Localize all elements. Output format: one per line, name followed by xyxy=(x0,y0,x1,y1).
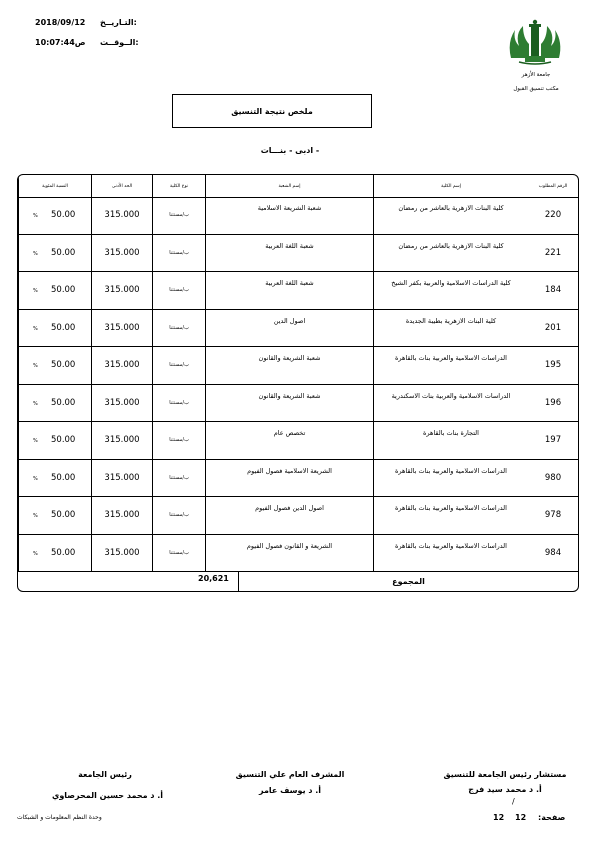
table-row xyxy=(18,535,578,573)
cell-pct xyxy=(18,235,91,272)
cell-division xyxy=(205,460,373,497)
row-pct: 50.00 xyxy=(51,397,76,408)
row-pct: 50.00 xyxy=(51,360,76,370)
row-min: 315.000 xyxy=(104,360,140,370)
row-division: تخصص عام xyxy=(273,429,306,437)
row-pct-sign: % xyxy=(33,213,38,219)
row-type: ب/مستثنا xyxy=(169,437,189,443)
cell-pct xyxy=(18,535,91,572)
row-pct-sign: % xyxy=(33,363,38,369)
cell-division xyxy=(205,272,373,309)
cell-code xyxy=(528,272,578,309)
cell-type xyxy=(152,235,205,272)
cell-code xyxy=(528,197,578,234)
row-code: 184 xyxy=(544,285,562,295)
cell-min xyxy=(91,310,152,347)
row-college: كلية البنات الازهرية بطيبة الجديدة xyxy=(405,316,497,325)
row-pct-sign: % xyxy=(33,513,38,519)
row-division: اصول الدين xyxy=(273,316,306,325)
row-pct: 50.00 xyxy=(51,472,76,483)
row-min: 315.000 xyxy=(104,285,140,295)
signature-title-president: رئيس الجامعة xyxy=(78,770,132,779)
page-current: 12 xyxy=(515,813,527,822)
col-type-header: نوع الكلية xyxy=(152,175,205,197)
row-type: ب/مستثنا xyxy=(169,399,189,406)
row-college: الدراسات الاسلامية والعربية بنات بالقاهرة xyxy=(395,504,507,512)
total-label: المجموع xyxy=(238,572,578,591)
cell-college xyxy=(373,235,528,272)
row-pct: 50.00 xyxy=(51,510,76,520)
cell-type xyxy=(152,497,205,534)
row-code: 221 xyxy=(544,247,562,258)
table-row xyxy=(18,235,578,273)
row-division: شعبة اللغة العربية xyxy=(265,279,314,287)
row-pct: 50.00 xyxy=(51,247,76,258)
university-logo-icon xyxy=(505,18,565,66)
row-min: 315.000 xyxy=(104,547,140,558)
total-value: 20,621 xyxy=(198,574,229,583)
row-code: 196 xyxy=(544,397,562,408)
row-division: شعبة اللغة العربية xyxy=(265,241,314,250)
signature-title-coordinator: مستشار رئيس الجامعة للتنسيق xyxy=(443,770,567,779)
cell-division xyxy=(205,497,373,534)
row-division: الشريعة الاسلامية فصول الفيوم xyxy=(247,466,332,475)
signature-title-supervisor: المشرف العام علي التنسيق xyxy=(235,770,345,779)
row-code: 197 xyxy=(544,435,562,445)
footer-department: وحدة النظم المعلومات و الشبكات xyxy=(17,814,102,821)
row-code: 984 xyxy=(544,547,562,558)
row-college: كلية البنات الازهرية بالعاشر من رمضان xyxy=(398,204,504,212)
cell-division xyxy=(205,347,373,384)
table-row xyxy=(18,272,578,310)
cell-code xyxy=(528,497,578,534)
signature-name-president: أ. د محمد حسين المحرصاوي xyxy=(52,791,163,800)
row-college: كلية البنات الازهرية بالعاشر من رمضان xyxy=(398,241,504,250)
cell-pct xyxy=(18,272,91,309)
row-college: كلية الدراسات الاسلامية والعربية بكفر الشيخ xyxy=(391,279,511,287)
report-subtitle: - ادبى - بنـــات xyxy=(260,146,320,155)
row-pct: 50.00 xyxy=(51,210,76,220)
cell-type xyxy=(152,385,205,422)
cell-pct xyxy=(18,197,91,234)
cell-min xyxy=(91,497,152,534)
cell-code xyxy=(528,535,578,572)
cell-division xyxy=(205,310,373,347)
row-min: 315.000 xyxy=(104,322,140,333)
cell-division xyxy=(205,385,373,422)
cell-type xyxy=(152,422,205,459)
cell-college xyxy=(373,385,528,422)
cell-division xyxy=(205,197,373,234)
row-pct: 50.00 xyxy=(51,435,76,445)
cell-code xyxy=(528,347,578,384)
date-label: التـاريــخ: xyxy=(100,18,137,27)
row-college: الدراسات الاسلامية والعربية بنات بالقاهرة xyxy=(395,541,507,550)
cell-code xyxy=(528,422,578,459)
row-min: 315.000 xyxy=(104,397,140,408)
row-college: الدراسات الاسلامية والعربية بنات الاسكندرية xyxy=(391,391,511,400)
col-college-header: إسم الكلية xyxy=(373,175,528,197)
row-college: الدراسات الاسلامية والعربية بنات بالقاهرة xyxy=(395,466,507,475)
row-type: ب/مستثنا xyxy=(169,287,189,293)
row-min: 315.000 xyxy=(104,510,140,520)
results-table xyxy=(17,174,579,592)
row-division: شعبة الشريعة الاسلامية xyxy=(257,204,322,212)
row-division: الشريعة و القانون فصول الفيوم xyxy=(246,541,333,550)
row-pct: 50.00 xyxy=(51,285,76,295)
cell-college xyxy=(373,535,528,572)
table-row xyxy=(18,422,578,460)
col-division-header: إسم الشعبة xyxy=(205,175,373,197)
cell-code xyxy=(528,460,578,497)
row-pct-sign: % xyxy=(33,475,38,482)
row-pct: 50.00 xyxy=(51,547,76,558)
date-value: 2018/09/12 xyxy=(35,18,86,27)
col-pct-header: النسبة المئوية xyxy=(18,175,91,197)
cell-college xyxy=(373,310,528,347)
cell-pct xyxy=(18,460,91,497)
cell-college xyxy=(373,197,528,234)
cell-type xyxy=(152,460,205,497)
cell-pct xyxy=(18,347,91,384)
row-pct-sign: % xyxy=(33,400,38,407)
cell-min xyxy=(91,197,152,234)
row-type: ب/مستثنا xyxy=(169,362,189,368)
cell-code xyxy=(528,310,578,347)
table-row xyxy=(18,310,578,348)
cell-pct xyxy=(18,385,91,422)
cell-min xyxy=(91,535,152,572)
col-min-header: الحد الأدنى xyxy=(91,175,152,197)
row-code: 195 xyxy=(544,360,562,370)
table-row xyxy=(18,385,578,423)
total-row xyxy=(18,572,578,591)
row-min: 315.000 xyxy=(104,247,140,258)
cell-type xyxy=(152,197,205,234)
table-row xyxy=(18,197,578,235)
cell-min xyxy=(91,235,152,272)
row-pct-sign: % xyxy=(33,550,38,557)
time-label: الــوقــت: xyxy=(100,38,139,47)
cell-code xyxy=(528,385,578,422)
row-pct-sign: % xyxy=(33,288,38,294)
cell-college xyxy=(373,272,528,309)
row-code: 980 xyxy=(544,472,562,483)
cell-min xyxy=(91,347,152,384)
cell-code xyxy=(528,235,578,272)
university-name: جامعة الأزهر xyxy=(521,72,551,78)
cell-college xyxy=(373,497,528,534)
cell-type xyxy=(152,535,205,572)
page-total: 12 xyxy=(493,813,505,822)
cell-college xyxy=(373,347,528,384)
signature-name-coordinator: أ. د محمد سيد فرج xyxy=(468,785,542,794)
cell-pct xyxy=(18,497,91,534)
table-header xyxy=(18,175,578,198)
row-code: 220 xyxy=(544,210,562,220)
cell-type xyxy=(152,347,205,384)
row-pct: 50.00 xyxy=(51,322,76,333)
cell-min xyxy=(91,385,152,422)
row-type: ب/مستثنا xyxy=(169,512,189,518)
row-pct-sign: % xyxy=(33,250,38,257)
report-title: ملخص نتيجة التنسيق xyxy=(172,94,372,128)
col-code-header: الرقم المطلوب xyxy=(538,183,568,189)
table-row xyxy=(18,347,578,385)
row-pct-sign: % xyxy=(33,438,38,444)
cell-pct xyxy=(18,422,91,459)
row-division: اصول الدين فصول الفيوم xyxy=(255,504,324,512)
page-slash: / xyxy=(512,797,515,806)
row-code: 978 xyxy=(544,510,562,520)
row-type: ب/مستثنا xyxy=(169,549,189,556)
cell-pct xyxy=(18,310,91,347)
row-division: شعبة الشريعة والقانون xyxy=(258,391,321,400)
page-label: صفحة: xyxy=(538,813,566,822)
cell-division xyxy=(205,535,373,572)
cell-college xyxy=(373,460,528,497)
cell-division xyxy=(205,235,373,272)
table-row xyxy=(18,497,578,535)
row-division: شعبة الشريعة والقانون xyxy=(258,354,321,362)
cell-division xyxy=(205,422,373,459)
cell-min xyxy=(91,272,152,309)
office-name: مكتب تنسيق القبول xyxy=(513,86,559,92)
row-min: 315.000 xyxy=(104,210,140,220)
row-code: 201 xyxy=(544,322,562,333)
cell-min xyxy=(91,460,152,497)
row-type: ب/مستثنا xyxy=(169,212,189,218)
signature-name-supervisor: أ. د يوسف عامر xyxy=(258,786,322,795)
row-pct-sign: % xyxy=(33,325,38,332)
cell-college xyxy=(373,422,528,459)
row-min: 315.000 xyxy=(104,472,140,483)
row-type: ب/مستثنا xyxy=(169,474,189,481)
row-college: التجارة بنات بالقاهرة xyxy=(423,429,479,437)
row-college: الدراسات الاسلامية والعربية بنات بالقاهرة xyxy=(395,354,507,362)
cell-type xyxy=(152,310,205,347)
cell-type xyxy=(152,272,205,309)
cell-min xyxy=(91,422,152,459)
row-min: 315.000 xyxy=(104,435,140,445)
time-value: ص10:07:44 xyxy=(35,38,86,47)
row-type: ب/مستثنا xyxy=(169,324,189,331)
table-row xyxy=(18,460,578,498)
row-type: ب/مستثنا xyxy=(169,249,189,256)
